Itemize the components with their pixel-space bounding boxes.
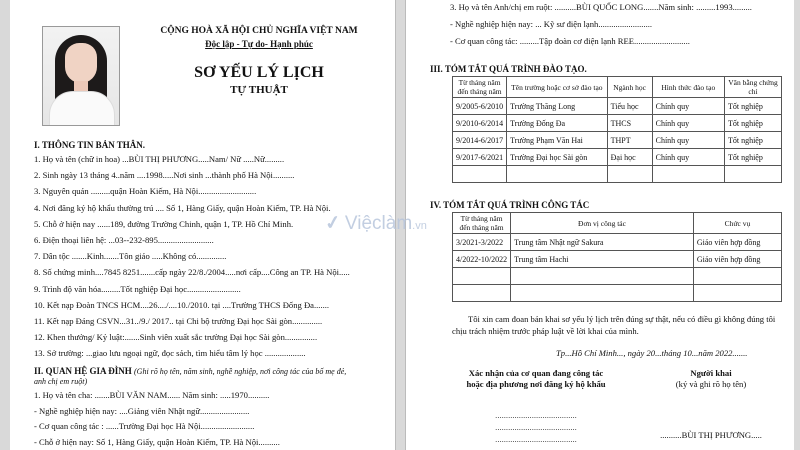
table-cell [507,166,608,183]
table-cell: Tốt nghiệp [724,115,781,132]
table-cell: Giáo viên hợp đồng [693,234,781,251]
table-cell [724,166,781,183]
table-row [453,132,782,149]
table-header-cell: Tên trường hoặc cơ sở đào tạo [507,77,608,98]
table-cell [511,285,694,302]
personal-info-line-1: 1. Họ và tên (chữ in hoa) ...BÙI THỊ PHƯƠNG.....Nam/ Nữ .....Nữ......... [34,154,285,164]
table-cell [453,268,511,285]
document-title: SƠ YẾU LÝ LỊCH [194,64,324,81]
table-cell: Chính quy [652,132,724,149]
table-cell: Chính quy [652,149,724,166]
sibling-info-line-1: 3. Họ và tên Anh/chị em ruột: ..........BÙI QUỐC LONG.......Năm sinh: .........1993......... [450,2,752,12]
table-row [453,268,782,285]
personal-info-line-3: 3. Nguyên quán .........quận Hoàn Kiếm, Hà Nội........................... [34,186,257,197]
confirm-title-2: hoặc địa phương nơi đăng ký hộ khẩu [466,379,606,389]
nation-header: CỘNG HOÀ XÃ HỘI CHỦ NGHĨA VIỆT NAM [160,26,358,36]
sibling-info-line-3: - Cơ quan công tác: .........Tập đoàn cơ điện lạnh REE.......................... [450,36,690,46]
vieclam-watermark-logo: ✓ Việclàm.vn [323,211,427,236]
profile-photo [42,26,120,126]
section-2-note: (Ghi rõ họ tên, năm sinh, nghề nghiệp, nơi công tác của bố mẹ đẻ, [134,367,347,376]
table-cell [453,285,511,302]
pledge-line-1: Tôi xin cam đoan bản khai sơ yếu lý lịch trên đúng sự thật, nếu có điều gì không đúng tôi [468,314,776,324]
document-subtitle: TỰ THUẬT [230,84,288,96]
table-cell: Trường Đại học Sài gòn [507,149,608,166]
declarant-note: (ký và ghi rõ họ tên) [675,379,747,389]
table-cell: 9/2010-6/2014 [453,115,507,132]
personal-info-line-13: 13. Sở trường: ...giao lưu ngoại ngữ, đọc sách, tìm hiểu tâm lý học ................... [34,348,306,359]
personal-info-line-6: 6. Điện thoại liên hệ: ...03--232-895.......................... [34,235,214,245]
table-row [453,285,782,302]
table-row [453,166,782,183]
declarant-name: ..........BÙI THỊ PHƯƠNG..... [660,430,762,440]
table-header-cell: Chức vụ [693,213,781,234]
table-cell [511,268,694,285]
personal-info-line-11: 11. Kết nạp Đảng CSVN...31../9./ 2017.. tại Chi bộ trường Đại học Sài gòn.............. [34,316,323,326]
table-cell: THPT [607,132,652,149]
table-row [453,251,782,268]
personal-info-line-9: 9. Trình độ văn hóa.........Tốt nghiệp Đại học......................... [34,283,241,294]
table-header-cell: Từ tháng năm đến tháng năm [453,77,507,98]
table-row [453,115,782,132]
table-cell [693,268,781,285]
confirm-title-1: Xác nhận của cơ quan đang công tác [468,368,604,378]
table-cell: Trung tâm Hachi [511,251,694,268]
personal-info-line-4: 4. Nơi đăng ký hộ khẩu thường trú .... Số 1, Hàng Giấy, quận Hoàn Kiếm, TP. Hà Nội. [34,202,331,213]
personal-info-line-8: 8. Số chứng minh....7845 8251.......cấp ngày 22/8./2004.....nơi cấp....Công an TP. Hà Nội..... [34,267,350,278]
motto: Độc lập - Tự do- Hạnh phúc [205,39,313,49]
personal-info-line-10: 10. Kết nạp Đoàn TNCS HCM....26..../....10./2010. tại ....Trường THCS Đống Đa....... [34,299,330,310]
table-cell: 4/2022-10/2022 [453,251,511,268]
table-header-cell: Hình thức đào tạo [652,77,724,98]
table-cell: Trường Thăng Long [507,98,608,115]
table-cell: THCS [607,115,652,132]
table-cell: Tốt nghiệp [724,98,781,115]
table-cell: Trường Đống Đa [507,115,608,132]
table-cell: Chính quy [652,115,724,132]
table-cell [607,166,652,183]
table-cell: 9/2005-6/2010 [453,98,507,115]
family-info-line-1: 1. Họ và tên cha: .......BÙI VĂN NAM...... Năm sinh: .....1970.......... [34,390,270,400]
family-info-line-2: - Nghề nghiệp hiện nay: ....Giảng viên Nhật ngữ....................... [34,405,250,416]
table-cell: Trung tâm Nhật ngữ Sakura [511,234,694,251]
table-cell: Chính quy [652,98,724,115]
table-row [453,149,782,166]
education-table [452,76,782,183]
section-2-heading: II. QUAN HỆ GIA ĐÌNH (Ghi rõ họ tên, năm sinh, nghề nghiệp, nơi công tác của bố mẹ đẻ, [34,366,347,376]
table-header-cell: Đơn vị công tác [511,213,694,234]
personal-info-line-2: 2. Sinh ngày 13 tháng 4..năm ....1998.....Nơi sinh ...thành phố Hà Nội.......... [34,170,295,181]
table-cell: Tiểu học [607,98,652,115]
table-cell: 3/2021-3/2022 [453,234,511,251]
place-date: Tp...Hồ Chí Minh..., ngày 20...tháng 10...năm 2022....... [556,348,748,358]
sibling-info-line-2: - Nghề nghiệp hiện nay: ... Kỹ sư điện lạnh......................... [450,19,653,29]
pledge-line-2: chịu trách nhiệm trước pháp luật về lời khai của mình. [452,326,639,336]
declarant-title: Người khai [690,368,732,378]
section-3-heading: III. TÓM TẮT QUÁ TRÌNH ĐÀO TẠO. [430,64,587,74]
personal-info-line-12: 12. Khen thưởng/ Kỷ luật:.......Sinh viên xuất sắc trường Đại học Sài gòn............... [34,332,318,343]
table-cell: 9/2014-6/2017 [453,132,507,149]
table-cell [693,285,781,302]
table-cell: Trường Phạm Văn Hai [507,132,608,149]
table-cell: Đại học [607,149,652,166]
cv-page-right [405,0,794,450]
table-header-cell: Văn bằng chứng chỉ [724,77,781,98]
confirm-dots-1: ...................................... [495,410,577,420]
table-cell: Tốt nghiệp [724,149,781,166]
table-cell: 9/2017-6/2021 [453,149,507,166]
table-row [453,98,782,115]
family-info-line-3: - Cơ quan công tác : ......Trường Đại học Hà Nội......................... [34,421,255,431]
section-2-note-2: anh chị em ruột) [34,377,88,386]
table-row [453,234,782,251]
section-1-heading: I. THÔNG TIN BẢN THÂN. [34,140,146,150]
personal-info-line-5: 5. Chỗ ở hiện nay ......189, đường Trường Chinh, quận 1, TP. Hồ Chí Minh. [34,218,294,229]
table-cell [652,166,724,183]
section-4-heading: IV. TÓM TẮT QUÁ TRÌNH CÔNG TÁC [430,200,590,210]
table-cell [453,166,507,183]
table-header-cell: Từ tháng năm đến tháng năm [453,213,511,234]
table-cell: Tốt nghiệp [724,132,781,149]
table-header-cell: Ngành học [607,77,652,98]
confirm-dots-3: ...................................... [495,434,577,444]
personal-info-line-7: 7. Dân tộc .......Kinh.......Tôn giáo .....Không có.............. [34,251,227,262]
confirm-dots-2: ...................................... [495,422,577,432]
family-info-line-4: - Chỗ ở hiện nay: Số 1, Hàng Giấy, quận Hoàn Kiếm, TP. Hà Nội.......... [34,436,280,447]
work-table [452,212,782,302]
table-cell: Giáo viên hợp đồng [693,251,781,268]
